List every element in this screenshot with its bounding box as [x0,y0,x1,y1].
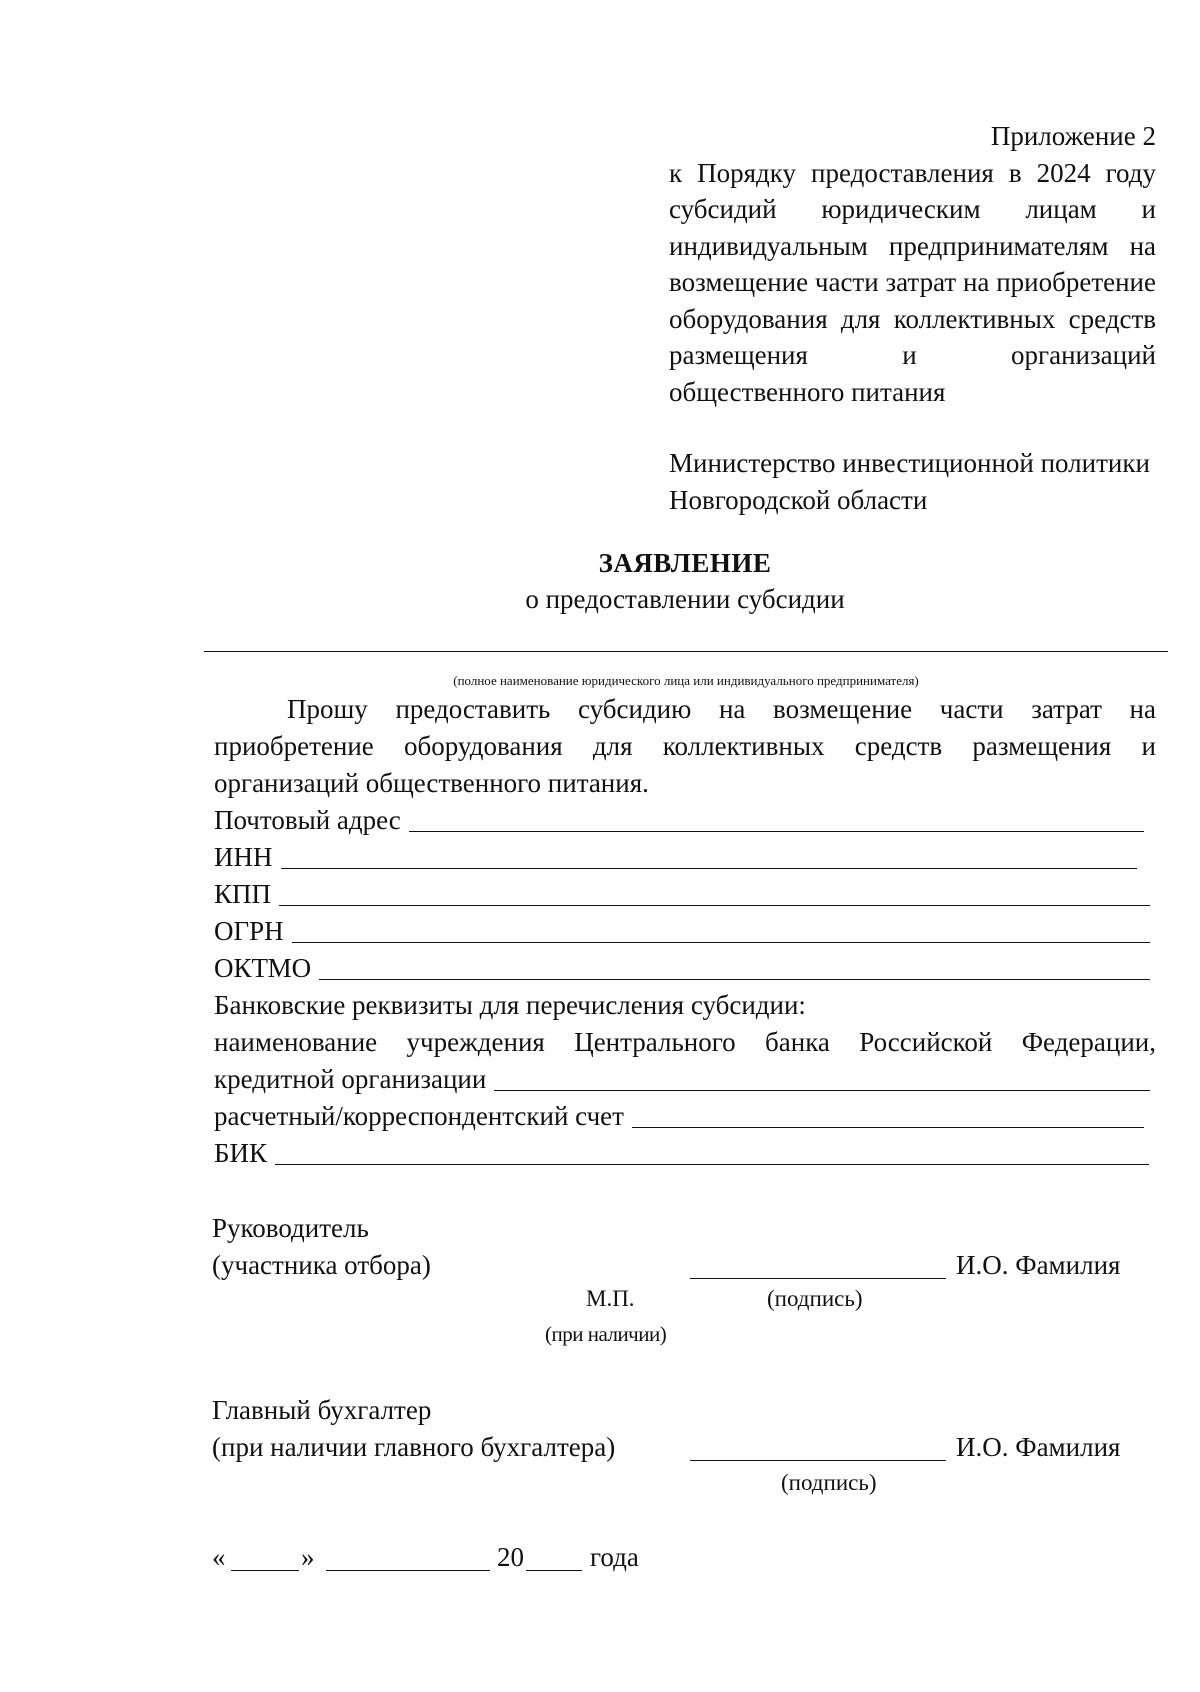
ministry-line-1: Министерство инвестиционной политики [669,448,1150,478]
kpp-line[interactable] [279,904,1150,906]
accountant-title-line-1: Главный бухгалтер [212,1395,432,1425]
ogrn-label: ОГРН [214,916,284,946]
account-label: расчетный/корреспондентский счет [214,1101,624,1131]
date-suffix: года [590,1542,639,1572]
appendix-number: Приложение 2 [990,121,1156,151]
oktmo-field[interactable] [214,950,1150,987]
document-subtitle: о предоставлении субсидии [525,584,845,614]
appendix-header [669,118,1156,410]
bik-line[interactable] [275,1163,1149,1165]
credit-org-label: кредитной организации [214,1064,487,1094]
bank-heading: Банковские реквизиты для перечисления субсидии: [214,990,806,1020]
oktmo-line[interactable] [319,978,1150,980]
date-close-quote: » [301,1542,315,1572]
stamp-label: М.П. [586,1286,635,1311]
postal-address-field[interactable] [214,802,1144,839]
inn-label: ИНН [214,842,273,872]
postal-address-label: Почтовый адрес [214,805,401,835]
account-line[interactable] [632,1126,1144,1128]
inn-line[interactable] [281,867,1138,869]
stamp-note: (при наличии) [545,1322,667,1346]
postal-address-line[interactable] [409,830,1144,832]
bank-institution-line: наименование учреждения Центрального банка Российской Федерации, [214,1027,1156,1057]
applicant-name-line[interactable] [204,651,1168,652]
kpp-label: КПП [214,879,272,909]
document-title: ЗАЯВЛЕНИЕ [598,548,772,578]
date-open-quote: « [212,1542,226,1572]
credit-org-line[interactable] [494,1089,1150,1091]
date-year-prefix: 20 [497,1542,524,1572]
head-signature-caption: (подпись) [767,1286,863,1311]
ogrn-line[interactable] [292,941,1150,943]
applicant-name-caption: (полное наименование юридического лица или индивидуального предпринимателя) [453,673,919,688]
kpp-field[interactable] [214,876,1150,913]
ogrn-field[interactable] [214,913,1150,950]
account-field[interactable] [214,1098,1144,1135]
request-paragraph: Прошу предоставить субсидию на возмещение части затрат на приобретение оборудования для коллективных средств размещения и организаций общественного питания. [214,694,1156,798]
accountant-signature-line[interactable] [690,1459,946,1461]
head-title-line-2: (участника отбора) [212,1250,431,1280]
bik-field[interactable] [214,1135,1149,1172]
oktmo-label: ОКТМО [214,953,312,983]
head-signature-line[interactable] [690,1277,946,1279]
accountant-title-line-2: (при наличии главного бухгалтера) [212,1432,616,1462]
bik-label: БИК [214,1138,268,1168]
credit-org-field[interactable] [214,1061,1150,1098]
date-day-line[interactable] [231,1569,299,1571]
appendix-text: к Порядку предоставления в 2024 году субсидий юридическим лицам и индивидуальным предпринимателям на возмещение части затрат на приобретение оборудования для коллективных средств размещения и организаций общественного питания [669,157,1156,407]
accountant-signature-caption: (подпись) [781,1470,877,1495]
date-year-line[interactable] [526,1569,582,1571]
ministry-addressee [669,445,1159,518]
inn-field[interactable] [214,839,1137,876]
date-month-line[interactable] [326,1569,490,1571]
head-title-line-1: Руководитель [212,1213,369,1243]
head-name: И.О. Фамилия [956,1250,1121,1280]
accountant-name: И.О. Фамилия [956,1432,1121,1462]
ministry-line-2: Новгородской области [669,484,928,515]
